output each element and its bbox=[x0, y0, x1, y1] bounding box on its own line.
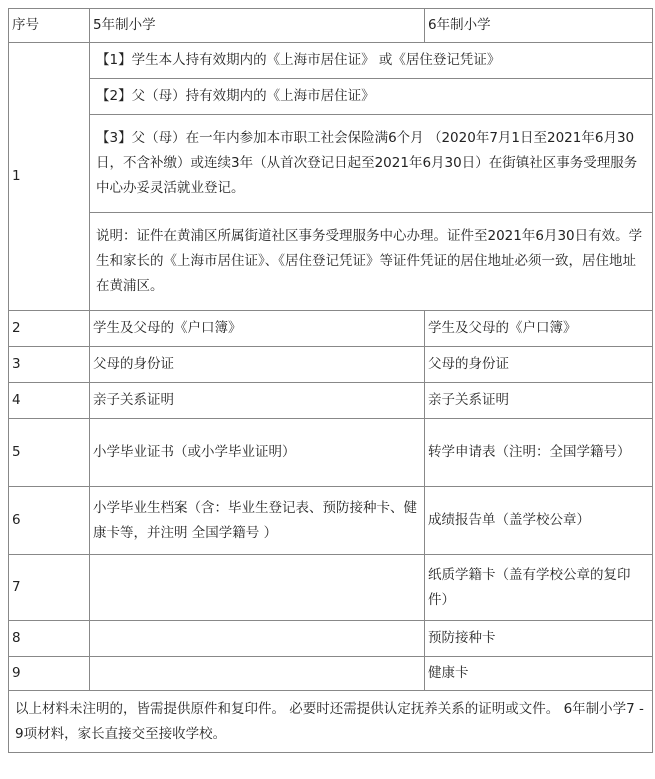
row-1-item-1 bbox=[9, 43, 653, 79]
row-1-note-text: 说明：证件在黄浦区所属街道社区事务受理服务中心办理。证件至2021年6月30日有效。学生和家长的《上海市居住证》、《居住登记凭证》等证件凭证的居住地址必须一致，居住地址在黄浦区。 bbox=[90, 213, 653, 311]
row-no: 2 bbox=[9, 311, 90, 347]
table-row bbox=[9, 383, 653, 419]
row-1-requirement-1: 【1】学生本人持有效期内的《上海市居住证》 或《居住登记凭证》 bbox=[90, 43, 653, 79]
row-no: 9 bbox=[9, 657, 90, 691]
five-year-cell: 父母的身份证 bbox=[90, 347, 425, 383]
six-year-cell: 健康卡 bbox=[425, 657, 653, 691]
table-row bbox=[9, 621, 653, 657]
table-row bbox=[9, 487, 653, 555]
row-no: 7 bbox=[9, 555, 90, 621]
header-no: 序号 bbox=[9, 9, 90, 43]
header-six-year: 6年制小学 bbox=[425, 9, 653, 43]
six-year-cell: 预防接种卡 bbox=[425, 621, 653, 657]
row-1-note bbox=[9, 213, 653, 311]
table-row bbox=[9, 347, 653, 383]
footer-row bbox=[9, 691, 653, 753]
row-1-item-3 bbox=[9, 115, 653, 213]
row-1-no: 1 bbox=[9, 43, 90, 311]
five-year-cell: 小学毕业证书（或小学毕业证明） bbox=[90, 419, 425, 487]
row-no: 4 bbox=[9, 383, 90, 419]
five-year-cell: 亲子关系证明 bbox=[90, 383, 425, 419]
header-row bbox=[9, 9, 653, 43]
five-year-cell bbox=[90, 555, 425, 621]
table-row bbox=[9, 555, 653, 621]
row-no: 5 bbox=[9, 419, 90, 487]
table-row bbox=[9, 311, 653, 347]
row-no: 3 bbox=[9, 347, 90, 383]
header-five-year: 5年制小学 bbox=[90, 9, 425, 43]
six-year-cell: 转学申请表（注明：全国学籍号） bbox=[425, 419, 653, 487]
five-year-cell: 小学毕业生档案（含：毕业生登记表、预防接种卡、健康卡等，并注明 全国学籍号 ） bbox=[90, 487, 425, 555]
five-year-cell bbox=[90, 621, 425, 657]
six-year-cell: 学生及父母的《户口簿》 bbox=[425, 311, 653, 347]
row-no: 6 bbox=[9, 487, 90, 555]
enrollment-materials-table bbox=[8, 8, 653, 753]
footer-note: 以上材料未注明的，皆需提供原件和复印件。 必要时还需提供认定抚养关系的证明或文件。 6年制小学7 - 9项材料，家长直接交至接收学校。 bbox=[9, 691, 653, 753]
row-1-requirement-3: 【3】父（母）在一年内参加本市职工社会保险满6个月 （2020年7月1日至2021年6月30日，不含补缴）或连续3年（从首次登记日起至2021年6月30日）在街镇社区事务受理服务中心办妥灵活就业登记。 bbox=[90, 115, 653, 213]
six-year-cell: 父母的身份证 bbox=[425, 347, 653, 383]
row-no: 8 bbox=[9, 621, 90, 657]
six-year-cell: 成绩报告单（盖学校公章） bbox=[425, 487, 653, 555]
six-year-cell: 亲子关系证明 bbox=[425, 383, 653, 419]
row-1-requirement-2: 【2】父（母）持有效期内的《上海市居住证》 bbox=[90, 79, 653, 115]
five-year-cell bbox=[90, 657, 425, 691]
row-1-item-2 bbox=[9, 79, 653, 115]
five-year-cell: 学生及父母的《户口簿》 bbox=[90, 311, 425, 347]
table-row bbox=[9, 419, 653, 487]
table-row bbox=[9, 657, 653, 691]
six-year-cell: 纸质学籍卡（盖有学校公章的复印件） bbox=[425, 555, 653, 621]
